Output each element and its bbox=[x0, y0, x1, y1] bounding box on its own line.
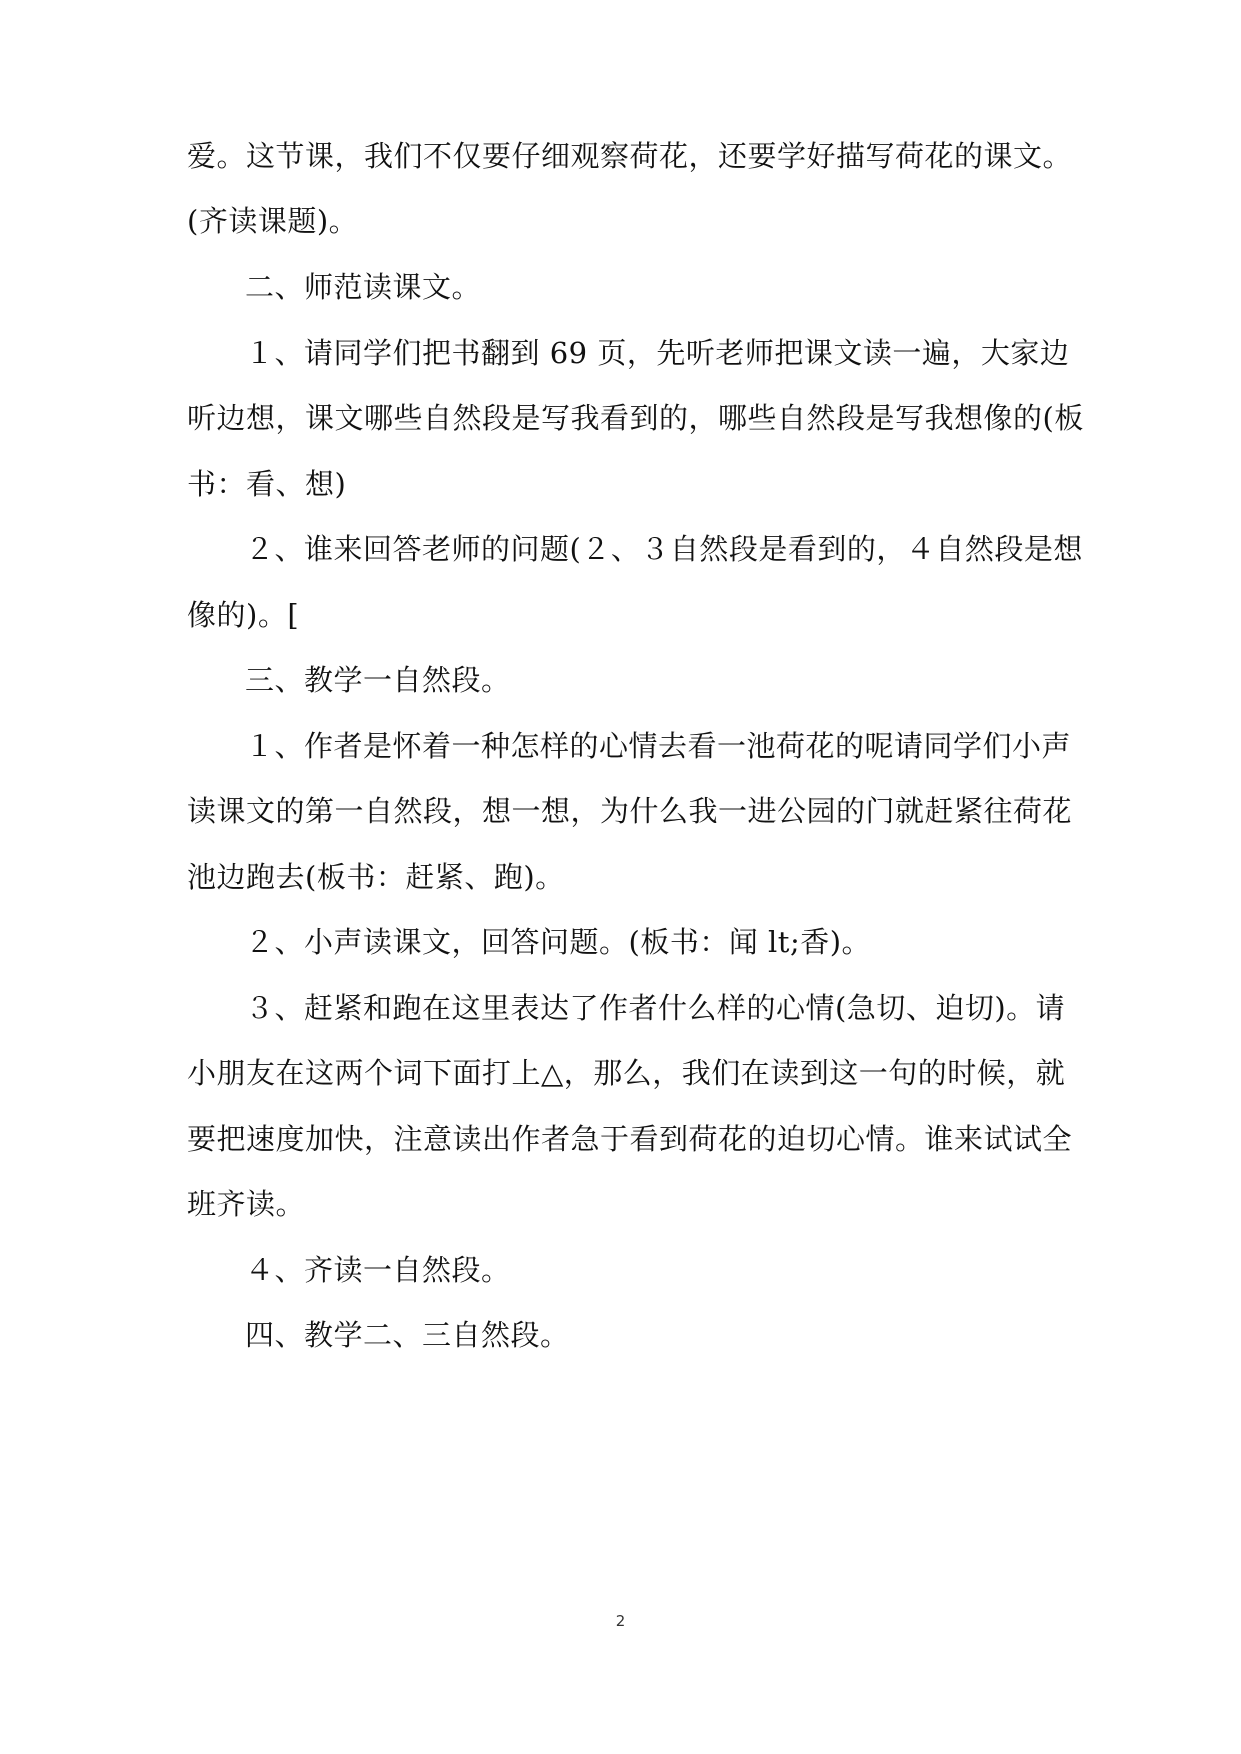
text-line: 要把速度加快，注意读出作者急于看到荷花的迫切心情。谁来试试全 bbox=[187, 1122, 1073, 1156]
text-line: 小朋友在这两个词下面打上△，那么，我们在读到这一句的时候，就 bbox=[187, 1056, 1066, 1090]
section-heading: 二、师范读课文。 bbox=[245, 270, 482, 304]
text-line: １、作者是怀着一种怎样的心情去看一池荷花的呢请同学们小声 bbox=[245, 729, 1072, 763]
section-heading: 三、教学一自然段。 bbox=[245, 663, 511, 697]
text-line: ３、赶紧和跑在这里表达了作者什么样的心情(急切、迫切)。请 bbox=[245, 991, 1066, 1025]
text-line: (齐读课题)。 bbox=[187, 204, 359, 238]
text-line: 池边跑去(板书：赶紧、跑)。 bbox=[187, 860, 565, 894]
text-line: ２、小声读课文，回答问题。(板书：闻 lt;香)。 bbox=[245, 925, 872, 959]
text-line: 班齐读。 bbox=[187, 1187, 306, 1221]
text-line: 听边想，课文哪些自然段是写我看到的，哪些自然段是写我想像的(板 bbox=[187, 401, 1084, 435]
text-line: １、请同学们把书翻到 69 页，先听老师把课文读一遍，大家边 bbox=[245, 336, 1070, 370]
page-number: 2 bbox=[615, 1612, 626, 1630]
text-line: ４、齐读一自然段。 bbox=[245, 1253, 511, 1287]
text-line: ２、谁来回答老师的问题(２、３自然段是看到的，４自然段是想 bbox=[245, 532, 1083, 566]
text-line: 书：看、想) bbox=[187, 467, 347, 501]
text-line: 读课文的第一自然段，想一想，为什么我一进公园的门就赶紧往荷花 bbox=[187, 794, 1073, 828]
text-line: 像的)。[ bbox=[187, 598, 300, 632]
section-heading: 四、教学二、三自然段。 bbox=[245, 1318, 570, 1352]
text-line: 爱。这节课，我们不仅要仔细观察荷花，还要学好描写荷花的课文。 bbox=[187, 139, 1073, 173]
